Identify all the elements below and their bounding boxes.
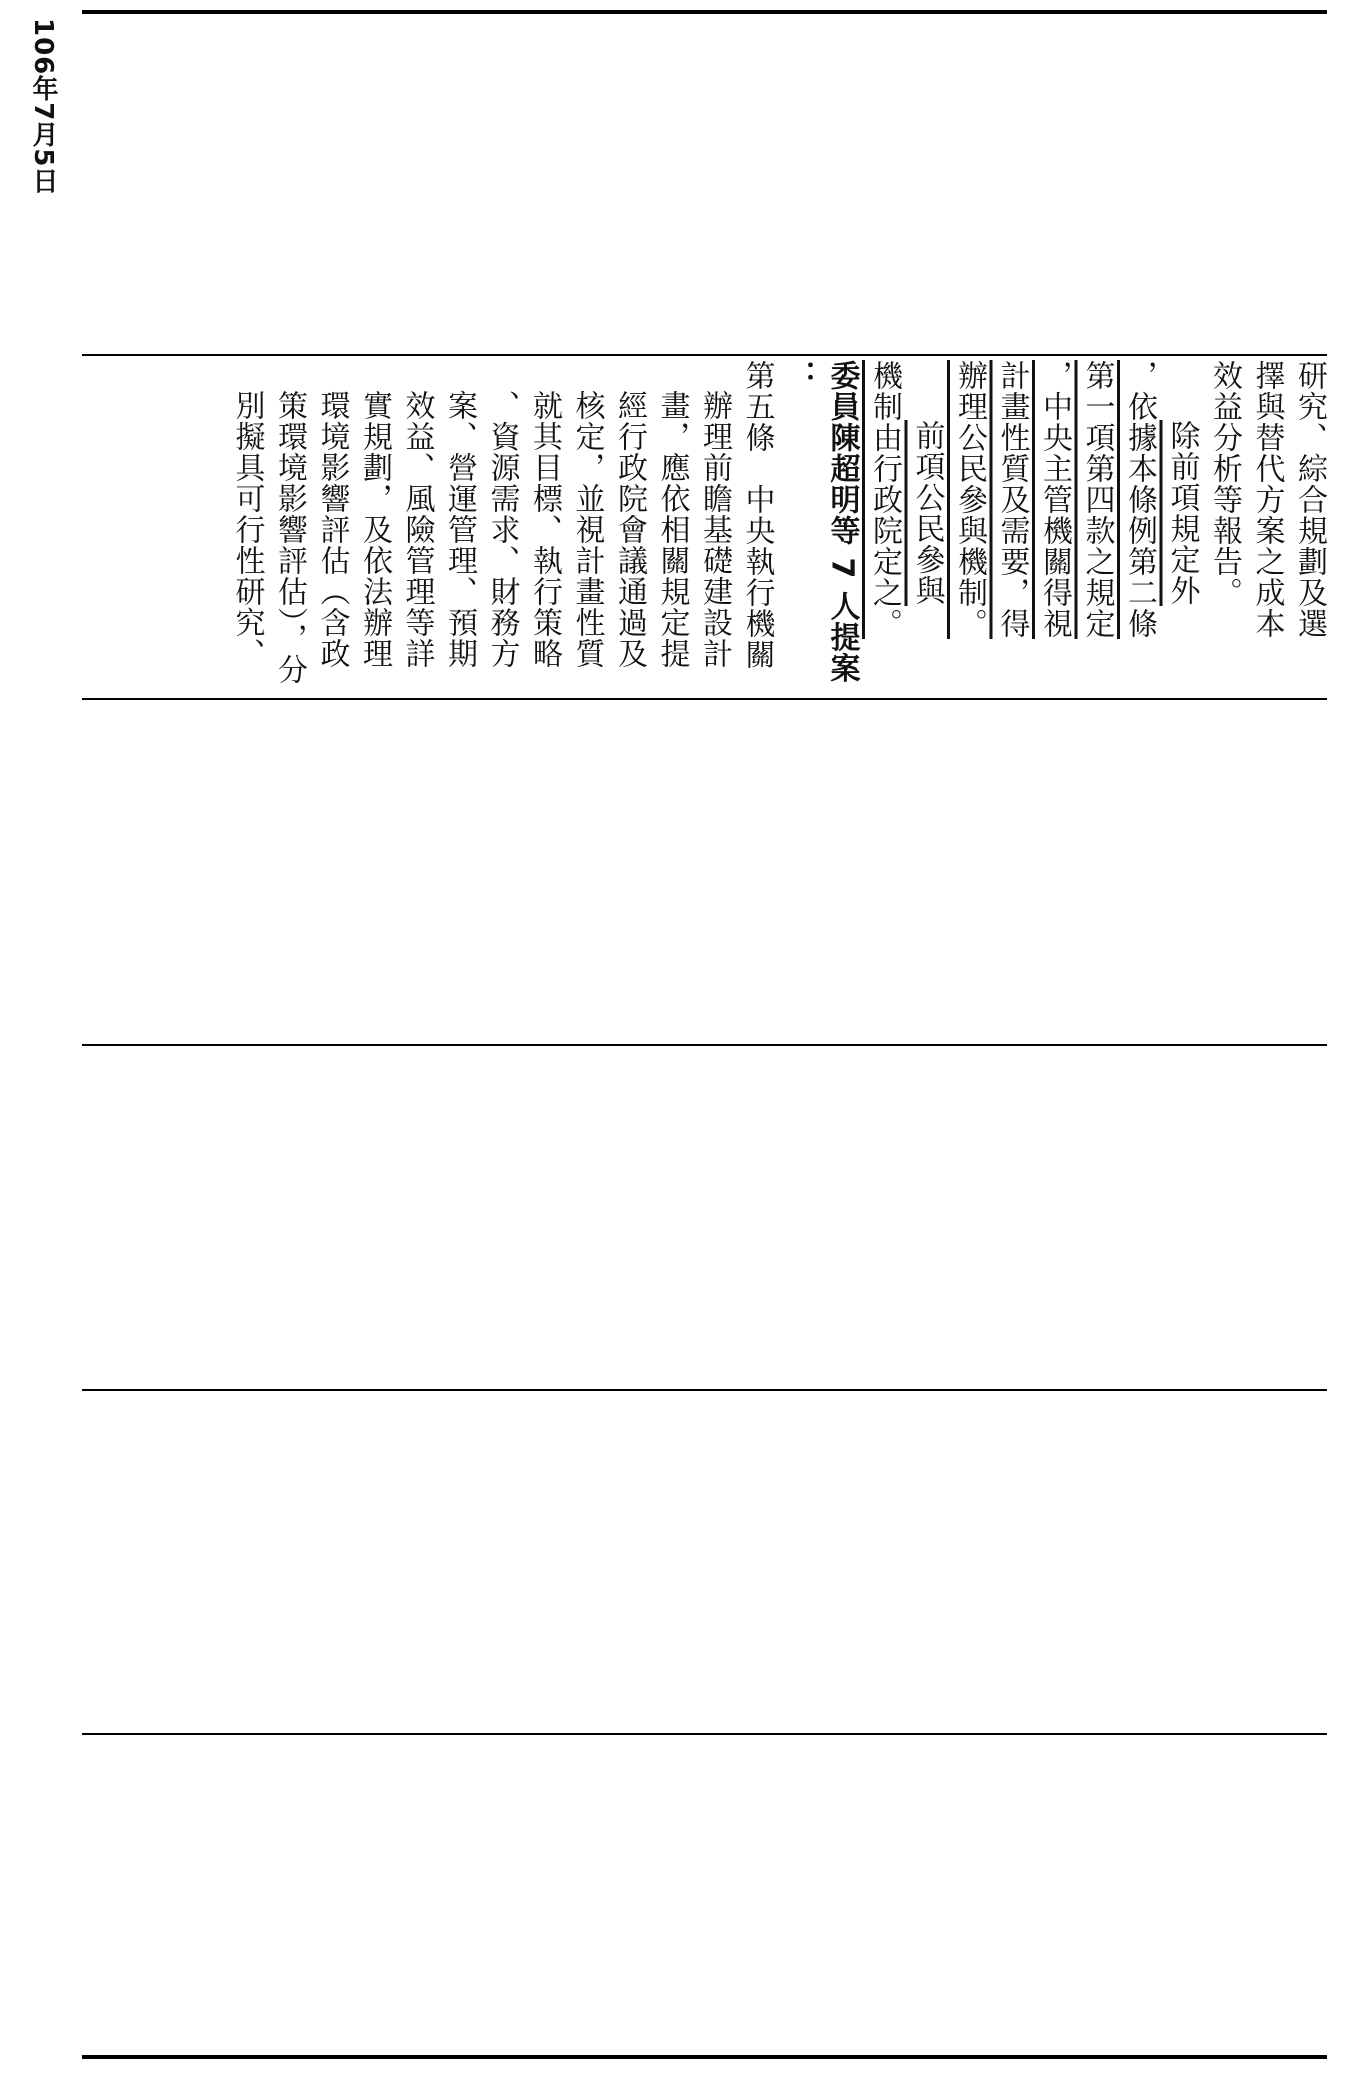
text-line: 環境影響評估（含政 [314, 390, 350, 669]
table-text-cell [90, 360, 1330, 700]
text-line: ： [782, 360, 817, 391]
text-line: 計畫性質及需要，得 [994, 360, 1030, 639]
text-line: 第一項第四款之規定 [1079, 360, 1115, 639]
text-line: 別擬具可行性研究、 [229, 390, 265, 669]
text-line: 機制由行政院定之。 [867, 360, 902, 639]
table-row-divider [82, 1389, 1327, 1391]
text-line: ，依據本條例第二條 [1122, 360, 1157, 639]
text-line: 案、營運管理、預期 [442, 390, 477, 669]
text-line: 第五條 中央執行機關 [739, 360, 775, 670]
text-line: 策環境影響評估），分 [272, 390, 307, 685]
text-line: 效益分析等報告。 [1207, 360, 1242, 608]
table-bottom-border [82, 2055, 1327, 2059]
text-line: 核定，並視計畫性質 [569, 390, 605, 669]
text-line: 委員陳超明等 7 人提案 [824, 360, 860, 684]
text-line: 就其目標、執行策略 [527, 390, 562, 669]
table-top-border [82, 10, 1327, 14]
text-line: 辦理公民參與機制。 [952, 360, 987, 639]
text-line: 擇與替代方案之成本 [1249, 360, 1285, 639]
text-line: 前項公民參與 [909, 420, 945, 606]
text-line: 、資源需求、財務方 [484, 390, 520, 669]
text-line: 辦理前瞻基礎建設計 [697, 390, 732, 669]
text-line: 研究、綜合規劃及選 [1292, 360, 1327, 639]
text-line: 畫，應依相關規定提 [654, 390, 690, 669]
text-line: 除前項規定外 [1164, 420, 1200, 606]
text-line: 效益、風險管理等詳 [399, 390, 435, 669]
text-line: ，中央主管機關得視 [1037, 360, 1072, 639]
page-date-header: 106年7月5日 [28, 18, 58, 195]
table-row-divider [82, 1733, 1327, 1735]
table-row-divider [82, 354, 1327, 356]
text-line: 實規劃，及依法辦理 [357, 390, 392, 669]
table-row-divider [82, 1044, 1327, 1046]
text-line: 經行政院會議通過及 [612, 390, 647, 669]
